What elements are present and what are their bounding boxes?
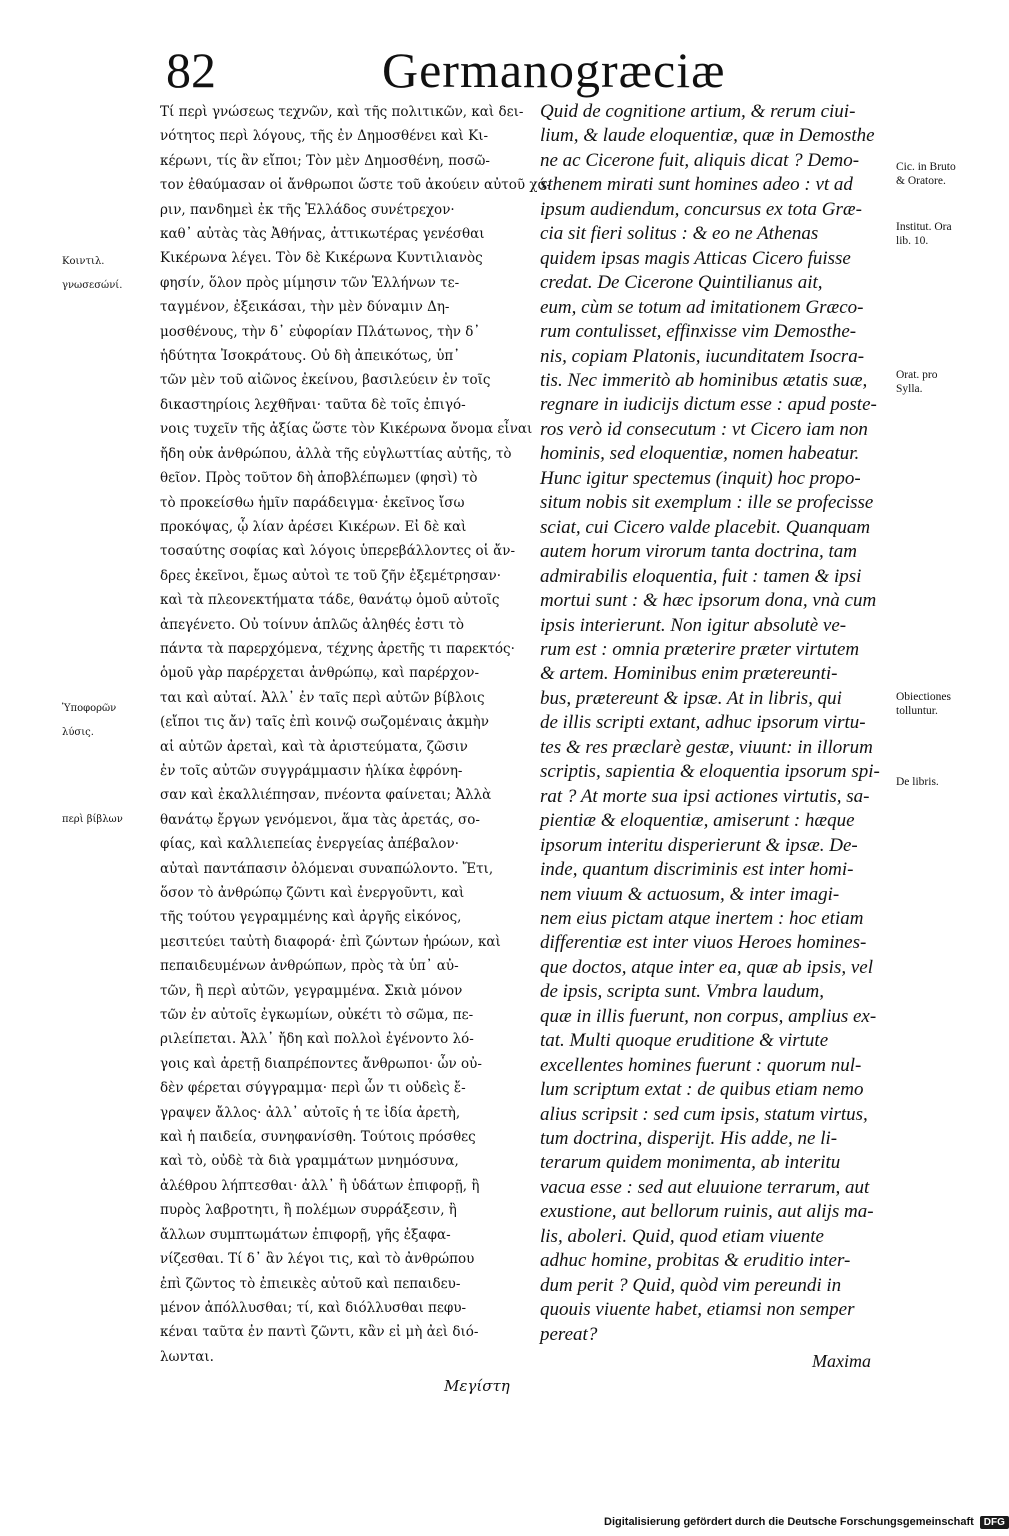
text-line: τῶν, ἢ περὶ αὐτῶν, γεγραμμένα. Σκιὰ μόνον [160, 982, 463, 999]
text-line: τὸ προκείσθω ἡμῖν παράδειγμα· ἐκεῖνος ἴσω [160, 494, 465, 511]
text-line: θεῖον. Πρὸς τοῦτον δὴ ἀποβλέπωμεν (φησὶ) τὸ [160, 470, 478, 487]
latin-catchword: Maxima [812, 1351, 871, 1371]
text-line: γοις καὶ ἀρετῇ διαπρέποντες ἄνθρωποι· ὧν οὐ- [160, 1055, 482, 1072]
text-line: lis, aboleri. Quid, quod etiam viuente [540, 1225, 824, 1247]
text-line: πάντα τὰ παρερχόμενα, τέχνης ἀρετῆς τι παρεκτός· [160, 640, 515, 657]
margin-note-line: Orat. pro [896, 369, 938, 381]
text-line: tum doctrina, disperijt. His adde, ne li- [540, 1128, 838, 1150]
text-line: λωνται. [160, 1348, 214, 1365]
text-line: μένον ἀπόλλυσθαι; τί, καὶ διόλλυσθαι πεφυ- [160, 1299, 467, 1316]
running-title: Germanogræciæ [382, 42, 726, 98]
text-line: ταγμένον, ἐξεικάσαι, τὴν μὲν δύναμιν Δη- [160, 299, 450, 316]
text-line: hominis, sed eloquentiæ, nomen habeatur. [540, 443, 860, 465]
margin-note-line: λύσις. [62, 727, 94, 738]
text-line: ται καὶ αὐταί. Ἀλλ᾽ ἐν ταῖς περὶ αὐτῶν βίβλοις [160, 689, 485, 706]
text-line: γραψεν ἄλλος· ἀλλ᾽ αὐτοῖς ἡ τε ἰδία ἀρετὴ, [160, 1104, 461, 1121]
text-line: autem horum virorum tanta doctrina, tam [540, 541, 858, 563]
text-line: quouis viuente habet, etiamsi non semper [540, 1299, 855, 1321]
text-line: ἀπεγένετο. Οὐ τοίνυν ἁπλῶς ἀληθές ἐστι τὸ [160, 616, 465, 633]
greek-catchword: Μεγίστη [444, 1377, 510, 1395]
text-line: καὶ τὰ πλεονεκτήματα τάδε, θανάτῳ ὁμοῦ αὐτοῖς [160, 592, 500, 609]
text-line: φησίν, ὅλον πρὸς μίμησιν τῶν Ἑλλήνων τε- [160, 274, 460, 291]
text-line: ὁμοῦ γὰρ παρέρχεται ἀνθρώπῳ, καὶ παρέρχον- [160, 665, 480, 682]
text-line: cia sit fieri solitus : & eo ne Athenas [540, 223, 819, 245]
text-line: sciat, cui Cicero valde placebit. Quanquam [540, 516, 871, 538]
margin-note-left [62, 697, 158, 745]
page-number: 82 [166, 42, 216, 98]
margin-note-line: περὶ βίβλων [62, 814, 123, 825]
margin-note-line: Sylla. [896, 383, 923, 395]
text-line: rat ? At morte sua ipsi actiones virtutis, sa- [540, 785, 870, 807]
text-line: ἡδύτητα Ἰσοκράτους. Οὐ δὴ ἀπεικότως, ὑπ᾽ [160, 348, 461, 365]
text-line: ὅσον τὸ ἀνθρώπῳ ζῶντι καὶ ἐνεργοῦντι, καὶ [160, 885, 465, 901]
text-line: δικαστηρίοις λεχθῆναι· ταῦτα δὲ τοῖς ἐπιγό- [160, 396, 466, 413]
text-line: ipsorum interitu disperierunt & ipsæ. De- [540, 834, 858, 856]
text-line: bus, prætereunt & ipsæ. At in libris, qui [540, 687, 842, 709]
margin-note-right [896, 775, 996, 789]
greek-text-column [160, 100, 552, 1369]
text-line: ριλείπεται. Ἀλλ᾽ ἤδη καὶ πολλοὶ ἐγένοντο λό- [160, 1031, 474, 1048]
text-line: τῶν ἐν αὐτοῖς ἐγκωμίων, οὐκέτι τὸ σῶμα, πε- [160, 1007, 474, 1024]
text-line: rum contulisset, effinxisse vim Demosthe- [540, 321, 857, 343]
text-line: lum scriptum extat : de quibus etiam nemo [540, 1079, 864, 1101]
text-line: πυρὸς λαβροτητι, ἢ πολέμων συρράξεσιν, ἢ [160, 1202, 457, 1219]
text-line: quæ in illis fuerunt, non corpus, amplius ex- [540, 1005, 877, 1027]
text-line: μοσθένους, τὴν δ᾽ εὐφορίαν Πλάτωνος, τὴν δ᾽ [160, 323, 481, 340]
text-line: pientiæ & eloquentiæ, amiserunt : hæque [540, 810, 855, 832]
text-line: Κικέρωνα λέγει. Τὸν δὲ Κικέρωνα Κυντιλιανὸς [160, 250, 483, 267]
margin-note-line: tolluntur. [896, 705, 938, 717]
text-line: τῶν μὲν τοῦ αἰῶνος ἐκείνου, βασιλεύειν ἐν τοῖς [160, 372, 491, 389]
text-line: & artem. Hominibus enim prætereunti- [540, 663, 838, 685]
text-line: ἐν τοῖς αὐτῶν συγγράμμασιν ἡλίκα ἐφρόνη- [160, 762, 463, 779]
text-line: nem viuum & actuosum, & inter imagi- [540, 883, 840, 905]
text-line: mortui sunt : & hæc ipsorum dona, vnà cum [540, 590, 877, 612]
margin-note-right [896, 368, 996, 396]
text-line: δὲν φέρεται σύγγραμμα· περὶ ὧν τι οὐδεὶς ἔ- [160, 1080, 466, 1097]
text-line: lium, & laude eloquentiæ, quæ in Demosthe [540, 125, 875, 147]
text-line: que doctos, atque inter ea, quæ ab ipsis, vel [540, 956, 873, 978]
text-line: vacua esse : sed aut eluuione terrarum, aut [540, 1176, 870, 1198]
margin-note-right [896, 690, 996, 718]
text-line: καὶ ἡ παιδεία, συνηφανίσθη. Τούτοις πρόσθες [160, 1129, 476, 1146]
margin-note-right [896, 220, 996, 248]
margin-note-line: Cic. in Bruto [896, 161, 956, 173]
text-line: ἄλλων συμπτωμάτων ἐπιφορῇ, γῆς ἐξαφα- [160, 1226, 451, 1243]
text-line: dum perit ? Quid, quòd vim pereundi in [540, 1274, 842, 1296]
text-line: scriptis, sapientia & eloquentia ipsorum spi- [540, 761, 880, 783]
margin-note-line: Κοιντιλ. [62, 256, 105, 267]
margin-note-line: Ὑποφορῶν [62, 703, 117, 714]
margin-note-left [62, 808, 158, 832]
text-line: προκόψας, ᾧ λίαν ἀρέσει Κικέρων. Εἰ δὲ καὶ [160, 518, 467, 535]
margin-note-line: De libris. [896, 776, 939, 788]
text-line: alius scripsit : sed cum ipsis, statum virtus, [540, 1103, 868, 1125]
text-line: rum est : omnia præterire præter virtutem [540, 638, 860, 660]
margin-note-right [896, 160, 996, 188]
text-line: Quid de cognitione artium, & rerum ciui- [540, 101, 856, 122]
text-line: differentiæ est inter viuos Heroes homines- [540, 932, 867, 954]
text-line: adhuc homine, probitas & eruditio inter- [540, 1250, 851, 1272]
text-line: τῆς τούτου γεγραμμένης καὶ ἀργῆς εἰκόνος, [160, 909, 462, 926]
text-line: αὐταὶ παντάπασιν ὀλόμεναι συναπώλοντο. Ἔτι, [160, 860, 494, 877]
text-line: sthenem mirati sunt homines adeo : vt ad [540, 174, 853, 196]
text-line: quidem ipsas magis Atticas Cicero fuisse [540, 247, 851, 269]
text-line: σαν καὶ ἐκαλλιέπησαν, πνέοντα φαίνεται; Ἀλλὰ [160, 787, 492, 804]
text-line: tis. Nec immeritò ab hominibus ætatis suæ, [540, 369, 868, 391]
text-line: ipsis interierunt. Non igitur absolutè ve- [540, 614, 847, 636]
text-line: eum, cùm se totum ad imitationem Græco- [540, 296, 864, 318]
margin-note-line: lib. 10. [896, 235, 929, 247]
text-line: ἀλέθρου λήπτεσθαι· ἀλλ᾽ ἢ ὑδάτων ἐπιφορῇ, ἢ [160, 1177, 480, 1194]
footer-credit: Digitalisierung gefördert durch die Deutsche Forschungsgemeinschaft [604, 1516, 974, 1528]
text-line: nis, copiam Platonis, iucunditatem Isocra- [540, 345, 865, 367]
text-line: pereat? [540, 1323, 598, 1345]
text-line: καὶ τὸ, οὐδὲ τὰ διὰ γραμμάτων μνημόσυνα, [160, 1153, 459, 1170]
text-line: νοις τυχεῖν τῆς ἀξίας ὥστε τὸν Κικέρωνα ὄνομα εἶναι [160, 421, 533, 438]
text-line: δρες ἐκεῖνοι, ἔμως αὐτοὶ τε τοῦ ζῆν ἐξεμέτρησαν· [160, 567, 501, 584]
text-line: tes & res præclarè gestæ, viuunt: in illorum [540, 736, 873, 758]
margin-note-left [62, 250, 158, 298]
text-line: ριν, πανδημεὶ ἐκ τῆς Ἑλλάδος συνέτρεχον· [160, 201, 455, 218]
text-line: tat. Multi quoque eruditione & virtute [540, 1030, 829, 1052]
text-line: Hunc igitur spectemus (inquit) hoc propo- [540, 467, 861, 489]
page-header [0, 40, 1000, 100]
text-line: νίζεσθαι. Τί δ᾽ ἂν λέγοι τις, καὶ τὸ ἀνθρώπου [160, 1251, 475, 1268]
text-line: θανάτῳ ἔργων γενόμενοι, ἅμα τὰς ἀρετάς, σο- [160, 811, 480, 828]
text-line: regnare in iudicijs dictum esse : apud poste- [540, 394, 877, 416]
text-line: exustione, aut bellorum ruinis, aut alijs ma- [540, 1201, 874, 1223]
dfg-logo: DFG [980, 1516, 1009, 1529]
text-line: nem eius pictam atque inertem : hoc etiam [540, 907, 864, 929]
margin-note-line: γνωσεσώνί. [62, 280, 123, 291]
digitization-footer [604, 1514, 1009, 1530]
text-line: ipsum audiendum, concursus ex tota Græ- [540, 198, 862, 220]
text-line: inde, quantum discriminis est inter homi- [540, 859, 854, 881]
text-line: καθ᾽ αὐτὰς τὰς Ἀθήνας, ἀττικωτέρας γενέσθαι [160, 226, 485, 243]
margin-note-line: & Oratore. [896, 175, 946, 187]
text-line: situm nobis sit exemplum : ille se profecisse [540, 492, 874, 514]
text-line: μεσιτεύει ταὐτὴ διαφορά· ἐπὶ ζώντων ἡρώων, καὶ [160, 933, 501, 950]
text-line: ros verò id consecutum : vt Cicero iam non [540, 418, 868, 440]
text-line: (εἴποι τις ἄν) ταῖς ἐπὶ κοινῷ σωζομέναις ἀκμὴν [160, 714, 489, 731]
text-line: de ipsis, scripta sunt. Vmbra laudum, [540, 981, 824, 1003]
text-line: de illis scripti extant, adhuc ipsorum virtu- [540, 712, 866, 734]
margin-note-line: Obiectiones [896, 691, 951, 703]
text-line: ne ac Cicerone fuit, aliquis dicat ? Demo- [540, 149, 860, 171]
text-line: τον ἐθαύμασαν οἱ ἄνθρωποι ὥστε τοῦ ἀκούειν αὐτοῦ χά- [160, 177, 552, 194]
text-line: ἤδη οὐκ ἀνθρώπου, ἀλλὰ τῆς εὐγλωττίας αὐτῆς, τὸ [160, 445, 512, 462]
latin-text-column [540, 100, 890, 1347]
text-line: Τί περὶ γνώσεως τεχνῶν, καὶ τῆς πολιτικῶν, καὶ δει- [160, 104, 524, 120]
text-line: admirabilis eloquentia, fuit : tamen & ipsi [540, 565, 862, 587]
text-line: ἐπὶ ζῶντος τὸ ἐπιεικὲς αὐτοῦ καὶ πεπαιδευ- [160, 1275, 461, 1292]
text-line: αἱ αὐτῶν ἀρεταὶ, καὶ τὰ ἀριστεύματα, ζῶσιν [160, 738, 468, 755]
text-line: κέναι ταῦτα ἐν παντὶ ζῶντι, κἂν εἰ μὴ ἀεὶ διό- [160, 1324, 479, 1341]
text-line: excellentes homines fuerunt : quorum nul- [540, 1054, 862, 1076]
margin-note-line: Institut. Ora [896, 221, 952, 233]
text-line: terarum quidem monimenta, ab interitu [540, 1152, 841, 1174]
text-line: τοσαύτης σοφίας καὶ λόγοις ὑπερεβάλλοντες οἱ ἄν- [160, 543, 516, 560]
text-line: πεπαιδευμένων ἀνθρώπων, πρὸς τὰ ὑπ᾽ αὐ- [160, 958, 459, 975]
text-line: κέρωνι, τίς ἂν εἴποι; Τὸν μὲν Δημοσθένη, ποσῶ- [160, 152, 490, 169]
text-line: νότητος περὶ λόγους, τῆς ἐν Δημοσθένει καὶ Κι- [160, 128, 489, 145]
text-line: φίας, καὶ καλλιεπείας ἐνεργείας ἀπέβαλον· [160, 836, 460, 853]
text-line: credat. De Cicerone Quintilianus ait, [540, 272, 823, 294]
